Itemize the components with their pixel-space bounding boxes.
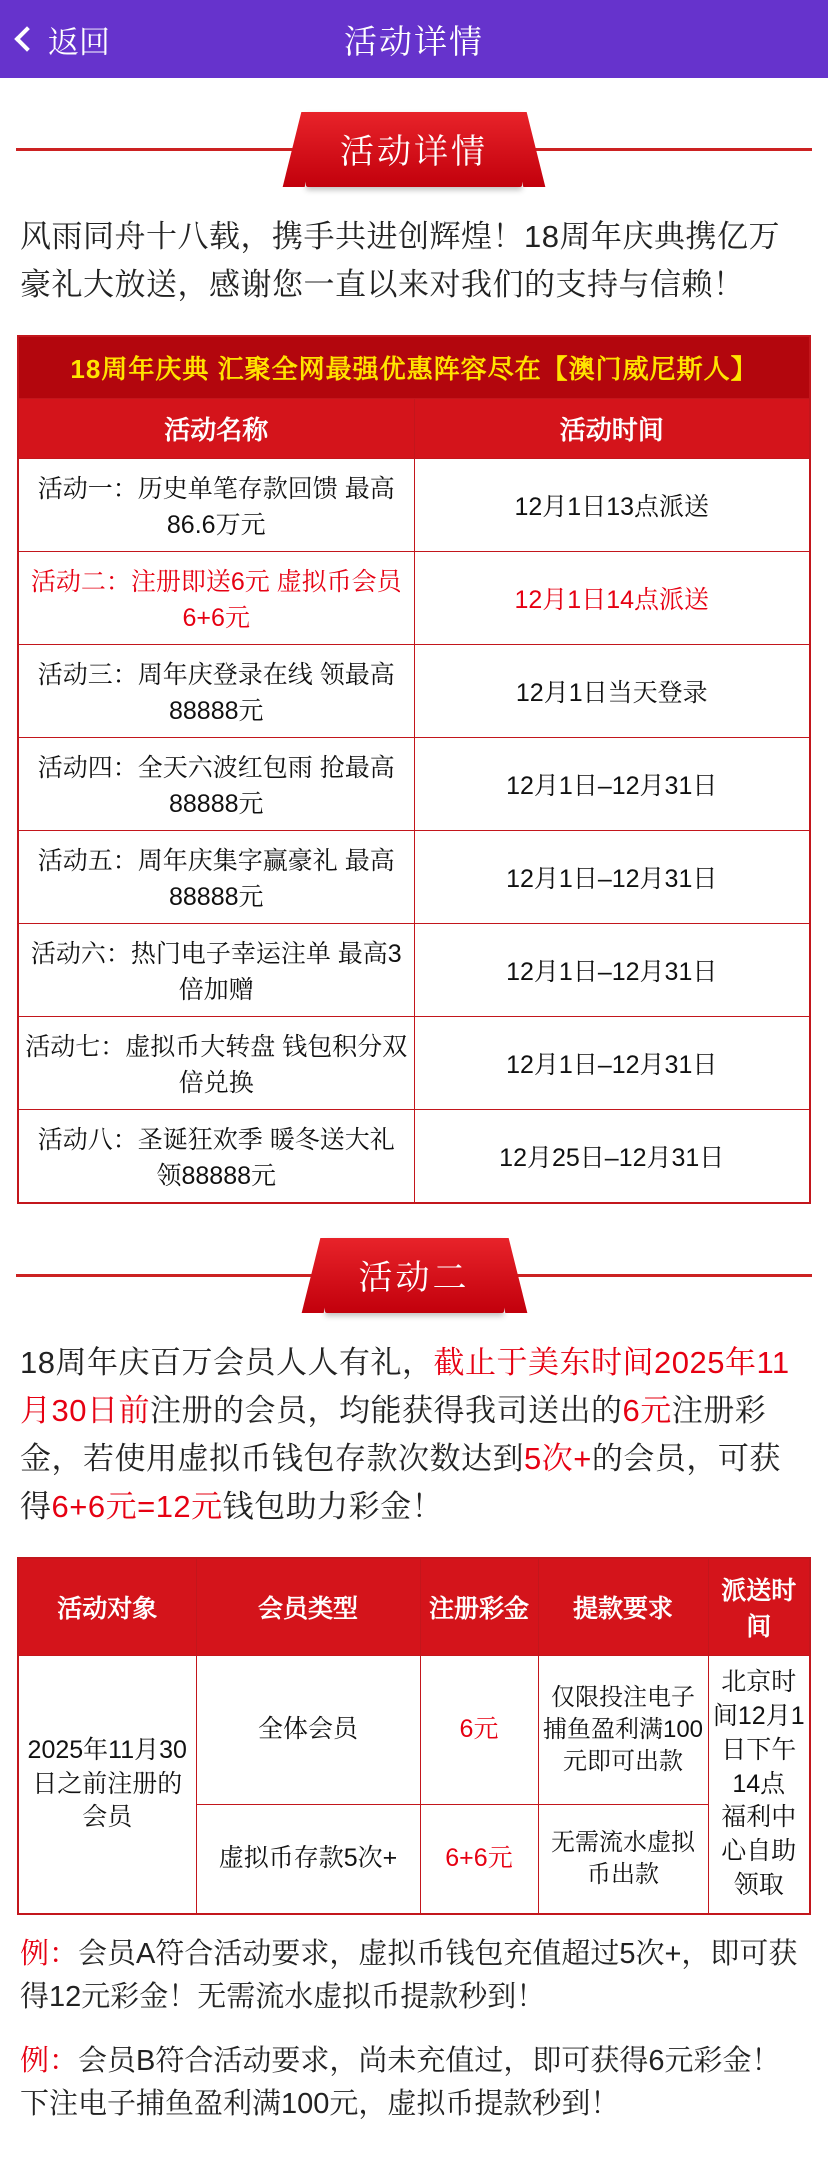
section-heading-activity-two xyxy=(0,1238,828,1313)
rules-bonus: 6+6元 xyxy=(420,1805,538,1914)
desc-part-7: 6+6元=12元 xyxy=(51,1489,223,1525)
activity-two-rules-table xyxy=(17,1557,811,1914)
rules-send-time xyxy=(708,1656,810,1914)
table-row xyxy=(18,552,810,645)
activity-time: 12月1日–12月31日 xyxy=(414,738,810,831)
rules-member-type: 全体会员 xyxy=(196,1656,420,1805)
rules-withdraw: 仅限投注电子捕鱼盈利满100元即可出款 xyxy=(538,1656,708,1805)
example-a-label: 例： xyxy=(20,1937,79,1970)
activity-name: 活动八：圣诞狂欢季 暖冬送大礼 领88888元 xyxy=(18,1110,414,1204)
activity-time: 12月25日–12月31日 xyxy=(414,1110,810,1204)
activity-time: 12月1日–12月31日 xyxy=(414,831,810,924)
desc-part-2: 注册的会员，均能获得我司送出的 xyxy=(149,1393,623,1429)
rules-send-time-note: 福利中心自助领取 xyxy=(721,1803,797,1899)
section-heading-activity-details xyxy=(0,112,828,187)
rules-header-object: 活动对象 xyxy=(18,1558,196,1656)
rules-table-body xyxy=(18,1656,810,1914)
rules-header-type: 会员类型 xyxy=(196,1558,420,1656)
activity-name: 活动四：全天六波红包雨 抢最高88888元 xyxy=(18,738,414,831)
table-row xyxy=(18,1110,810,1204)
rules-member-type: 虚拟币存款5次+ xyxy=(196,1805,420,1914)
table-row xyxy=(18,645,810,738)
rules-object-cell: 2025年11月30日之前注册的会员 xyxy=(18,1656,196,1914)
example-b-label: 例： xyxy=(20,2044,79,2077)
page-title: 活动详情 xyxy=(344,22,484,60)
rules-withdraw: 无需流水虚拟币出款 xyxy=(538,1805,708,1914)
chevron-left-icon xyxy=(14,26,39,51)
ribbon-line-right xyxy=(510,1274,813,1277)
activity-name: 活动六：热门电子幸运注单 最高3倍加赠 xyxy=(18,924,414,1017)
table-row xyxy=(18,459,810,552)
rules-header-bonus: 注册彩金 xyxy=(420,1558,538,1656)
example-a xyxy=(0,1933,828,2020)
activities-table-header-time: 活动时间 xyxy=(414,399,810,459)
activities-table-banner: 18周年庆典 汇聚全网最强优惠阵容尽在【澳门威尼斯人】 xyxy=(18,336,810,399)
activity-time: 12月1日–12月31日 xyxy=(414,1017,810,1110)
intro-paragraph: 风雨同舟十八载，携手共进创辉煌！18周年庆典携亿万豪礼大放送，感谢您一直以来对我们的支持与信赖！ xyxy=(20,219,780,303)
bottom-spacer xyxy=(0,2147,828,2159)
rules-header-withdraw: 提款要求 xyxy=(538,1558,708,1656)
desc-part-0: 18周年庆百万会员人人有礼， xyxy=(20,1345,434,1381)
back-button-label: 返回 xyxy=(48,24,110,60)
activity-name: 活动五：周年庆集字赢豪礼 最高88888元 xyxy=(18,831,414,924)
table-row xyxy=(18,738,810,831)
rules-header-send-time: 派送时间 xyxy=(708,1558,810,1656)
desc-part-8: 钱包助力彩金！ xyxy=(222,1489,444,1525)
activity-time: 12月1日–12月31日 xyxy=(414,924,810,1017)
desc-part-4: 注册彩金，若使用虚拟币钱包存款次数达到 xyxy=(20,1393,767,1477)
ribbon-line-left xyxy=(16,148,300,151)
activity-name: 活动一：历史单笔存款回馈 最高86.6万元 xyxy=(18,459,414,552)
ribbon-label: 活动二 xyxy=(325,1238,504,1313)
table-row xyxy=(18,1017,810,1110)
desc-part-5: 5次+ xyxy=(524,1441,592,1477)
ribbon-line-left xyxy=(16,1274,319,1277)
example-b xyxy=(0,2040,828,2127)
activity-two-description xyxy=(0,1339,828,1531)
activities-table xyxy=(17,335,811,1204)
activity-name: 活动七：虚拟币大转盘 钱包积分双倍兑换 xyxy=(18,1017,414,1110)
ribbon-label: 活动详情 xyxy=(306,112,522,187)
ribbon-line-right xyxy=(528,148,812,151)
back-button[interactable] xyxy=(18,17,110,62)
activity-name: 活动三：周年庆登录在线 领最高88888元 xyxy=(18,645,414,738)
activities-table-body xyxy=(18,459,810,1204)
activity-time: 12月1日13点派送 xyxy=(414,459,810,552)
rules-send-time-main: 北京时间12月1日下午14点 xyxy=(712,1668,805,1798)
table-row xyxy=(18,1656,810,1805)
example-b-text: 会员B符合活动要求，尚未充值过，即可获得6元彩金！下注电子捕鱼盈利满100元，虚拟币提款秒到！ xyxy=(20,2044,781,2121)
activity-time: 12月1日当天登录 xyxy=(414,645,810,738)
desc-part-1: 截止于美东时间2025年11月30日前 xyxy=(20,1345,790,1429)
table-row xyxy=(18,831,810,924)
activity-time: 12月1日14点派送 xyxy=(414,552,810,645)
example-a-text: 会员A符合活动要求，虚拟币钱包充值超过5次+，即可获得12元彩金！无需流水虚拟币提款秒到！ xyxy=(20,1937,798,2014)
top-bar xyxy=(0,0,828,78)
activity-name: 活动二：注册即送6元 虚拟币会员6+6元 xyxy=(18,552,414,645)
desc-part-6: 的会员，可获得 xyxy=(20,1441,781,1525)
desc-part-3: 6元 xyxy=(622,1393,672,1429)
activities-table-header-name: 活动名称 xyxy=(18,399,414,459)
table-row xyxy=(18,924,810,1017)
rules-bonus: 6元 xyxy=(420,1656,538,1805)
